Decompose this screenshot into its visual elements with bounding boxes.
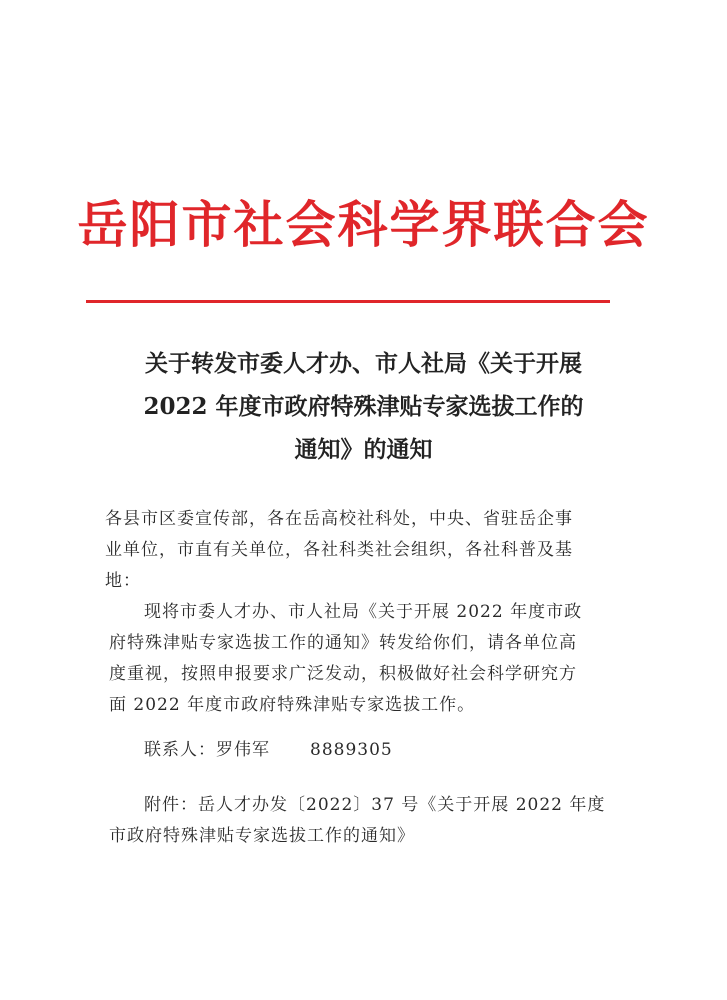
- recipients-line: 各县市区委宣传部，各在岳高校社科处，中央、省驻岳企事: [105, 509, 573, 529]
- attachment-block: [109, 790, 609, 852]
- masthead-org-name: 岳阳市社会科学界联合会: [77, 196, 650, 254]
- masthead-red-rule: [86, 300, 610, 303]
- attachment-line: 市政府特殊津贴专家选拔工作的通知》: [109, 826, 415, 846]
- contact-line: [109, 735, 644, 766]
- title-line: 2022 年度市政府特殊津贴专家选拔工作的: [143, 393, 584, 420]
- title-line: 通知》的通知: [294, 436, 433, 463]
- paragraph-line: 面 2022 年度市政府特殊津贴专家选拔工作。: [109, 695, 476, 715]
- recipients-line: 地：: [105, 571, 141, 591]
- paragraph-line: 度重视，按照申报要求广泛发动，积极做好社会科学研究方: [109, 664, 577, 684]
- recipients-block: [105, 504, 609, 597]
- paragraph-line: 现将市委人才办、市人社局《关于开展 2022 年度市政: [144, 602, 583, 622]
- attachment-line: 附件：岳人才办发〔2022〕37 号《关于开展 2022 年度: [144, 795, 606, 815]
- paragraph-line: 府特殊津贴专家选拔工作的通知》转发给你们，请各单位高: [109, 633, 577, 653]
- contact-phone: 8889305: [310, 740, 393, 760]
- document-title: [80, 342, 647, 471]
- contact-label: 联系人：罗伟军: [144, 740, 270, 760]
- title-line: 关于转发市委人才办、市人社局《关于开展: [145, 350, 582, 377]
- main-paragraph: [109, 597, 609, 721]
- recipients-line: 业单位，市直有关单位，各社科类社会组织，各社科普及基: [105, 540, 573, 560]
